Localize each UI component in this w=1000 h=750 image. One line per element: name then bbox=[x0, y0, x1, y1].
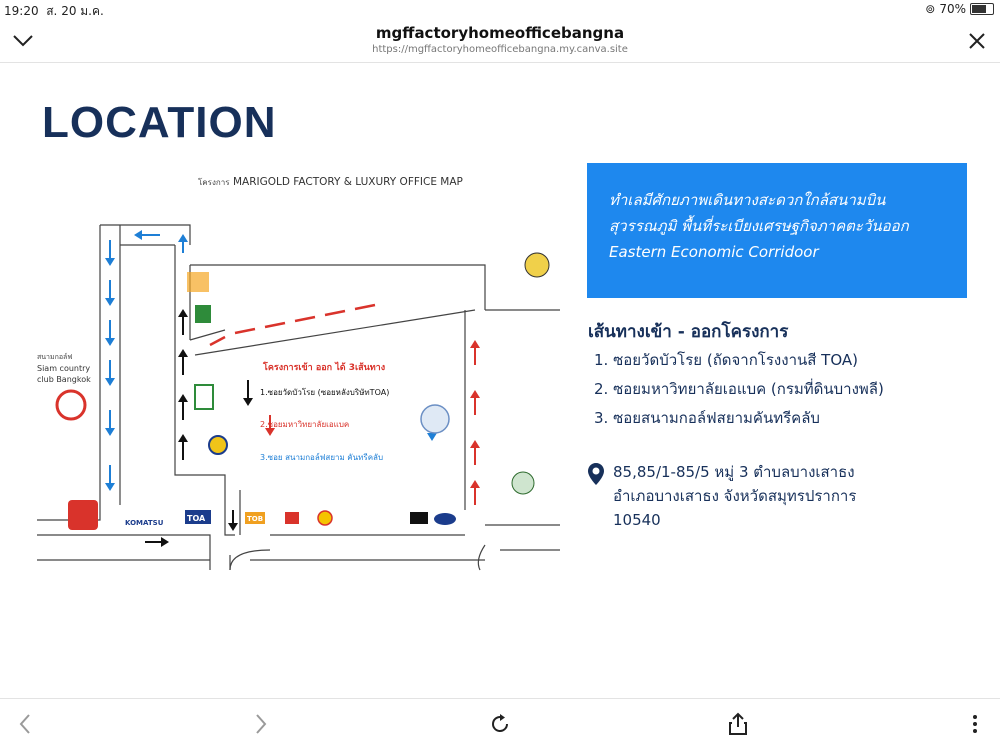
status-bar bbox=[0, 0, 1000, 20]
district-office-logo bbox=[525, 253, 549, 277]
map-route-2: 2.ซอยมหาวิทยาลัยเอแบค bbox=[260, 420, 350, 429]
highlight-box bbox=[587, 163, 967, 298]
audi-logo bbox=[410, 512, 428, 524]
golf-club-logo bbox=[57, 391, 85, 419]
browser-top-bar bbox=[0, 20, 1000, 63]
page-url[interactable]: https://mgffactoryhomeofficebangna.my.canva.site bbox=[372, 44, 628, 55]
tob-label: TOB bbox=[247, 515, 264, 523]
project-logo bbox=[187, 272, 209, 292]
caltex-logo bbox=[285, 512, 299, 524]
map-route-1: 1.ซอยวัดบัวโรย (ซอยหลังบริษัทTOA) bbox=[260, 388, 390, 397]
shell-station-logo bbox=[195, 305, 211, 323]
address-line-2: อำเภอบางเสาธง จังหวัดสมุทรปราการ bbox=[613, 487, 857, 505]
slide-heading: LOCATION bbox=[42, 98, 277, 147]
map-title: MARIGOLD FACTORY & LUXURY OFFICE MAP bbox=[233, 176, 463, 188]
map-title-prefix: โครงการ bbox=[198, 178, 230, 187]
forward-icon[interactable] bbox=[248, 711, 274, 737]
routes-list bbox=[594, 348, 884, 435]
more-options-icon[interactable] bbox=[962, 711, 988, 737]
shell-logo bbox=[318, 511, 332, 525]
land-office-logo bbox=[512, 472, 534, 494]
route-item: 2. ซอยมหาวิทยาลัยเอแบค (กรมที่ดินบางพลี) bbox=[594, 380, 884, 398]
routes-title: เส้นทางเข้า - ออกโครงการ bbox=[588, 322, 789, 342]
reload-icon[interactable] bbox=[487, 711, 513, 737]
map-routes-header: โครงการเข้า ออก ได้ 3เส้นทาง bbox=[263, 363, 386, 373]
club-small-label: สนามกอล์ฟ bbox=[37, 353, 73, 361]
club-name-line1: Siam country bbox=[37, 364, 91, 373]
highlight-line-1: ทำเลมีศักยภาพเดินทางสะดวกใกล้สนามบิน bbox=[609, 191, 886, 209]
close-icon[interactable] bbox=[964, 28, 990, 54]
battery-icon bbox=[970, 3, 994, 15]
ford-logo bbox=[434, 513, 456, 525]
seven-eleven-logo bbox=[195, 385, 213, 409]
club-name-line2: club Bangkok bbox=[37, 375, 91, 384]
highlight-line-3: Eastern Economic Corridoor bbox=[609, 243, 819, 261]
location-pin-icon bbox=[587, 462, 605, 490]
share-icon[interactable] bbox=[725, 711, 751, 737]
map-route-3: 3.ซอย สนามกอล์ฟสยาม คันทรีคลับ bbox=[260, 453, 384, 462]
location-map bbox=[35, 165, 560, 575]
komatsu-label: KOMATSU bbox=[125, 519, 164, 527]
status-time-date: 19:20 ส. 20 ม.ค. bbox=[4, 4, 104, 18]
university-logo bbox=[421, 405, 449, 433]
address-line-1: 85,85/1-85/5 หมู่ 3 ตำบลบางเสาธง bbox=[613, 463, 855, 481]
route-item: 1. ซอยวัดบัวโรย (ถัดจากโรงงานสี TOA) bbox=[594, 351, 858, 369]
battery-percent: 70% bbox=[939, 2, 966, 16]
orientation-lock-icon: ⊚ bbox=[925, 2, 936, 16]
route-item: 3. ซอยสนามกอล์ฟสยามคันทรีคลับ bbox=[594, 409, 820, 427]
back-icon[interactable] bbox=[12, 711, 38, 737]
bank-logo bbox=[209, 436, 227, 454]
status-right bbox=[925, 2, 994, 16]
address-line-3: 10540 bbox=[613, 511, 661, 529]
page-title: mgffactoryhomeofficebangna bbox=[375, 24, 625, 42]
browser-bottom-bar bbox=[0, 698, 1000, 750]
highlight-line-2: สุวรรณภูมิ พื้นที่ระเบียงเศรษฐกิจภาคตะวันออก bbox=[609, 217, 909, 235]
toa-label: TOA bbox=[187, 514, 206, 523]
nissan-logo bbox=[68, 500, 98, 530]
